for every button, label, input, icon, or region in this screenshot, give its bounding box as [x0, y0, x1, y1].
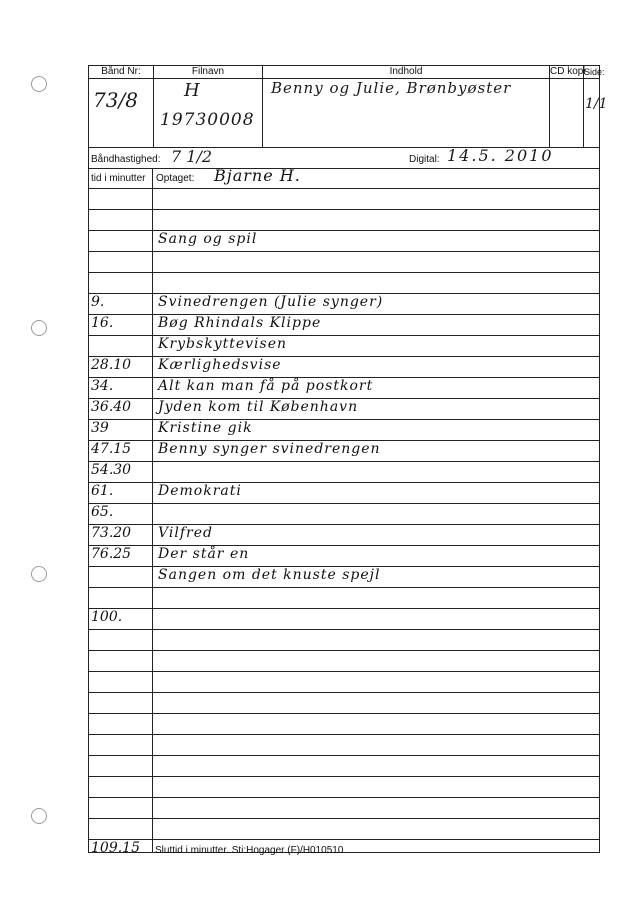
row-content: Vilfred	[158, 525, 213, 541]
row-content: Benny synger svinedrengen	[158, 441, 381, 457]
speed-value: 7 1/2	[171, 147, 213, 166]
log-row	[89, 168, 599, 189]
time-column-label: tid i minutter	[91, 173, 146, 184]
filnavn-value-letter: H	[184, 80, 200, 101]
log-row	[89, 420, 599, 441]
log-row	[89, 714, 599, 735]
log-row	[89, 357, 599, 378]
log-row	[89, 819, 599, 840]
punch-hole	[31, 808, 47, 824]
filnavn-cell	[154, 66, 263, 147]
log-row	[89, 231, 599, 252]
row-time: 39	[91, 420, 109, 436]
filnavn-label: Filnavn	[154, 66, 262, 79]
log-row	[89, 378, 599, 399]
digital-label: Digital:	[409, 154, 440, 165]
log-row	[89, 588, 599, 609]
band-nr-cell	[89, 66, 154, 147]
indhold-value: Benny og Julie, Brønbyøster	[271, 79, 512, 97]
log-row	[89, 189, 599, 210]
log-row	[89, 798, 599, 819]
speed-label: Båndhastighed:	[91, 154, 161, 165]
log-row	[89, 609, 599, 630]
log-row	[89, 210, 599, 231]
tape-log-sheet	[88, 65, 608, 856]
log-row	[89, 315, 599, 336]
row-time: 47.15	[91, 441, 132, 457]
band-nr-value: 73/8	[93, 88, 138, 112]
log-row	[89, 294, 599, 315]
row-content: Sangen om det knuste spejl	[158, 567, 381, 583]
row-time: 36.40	[91, 399, 132, 415]
row-time: 109.15	[91, 840, 140, 856]
side-cell	[584, 66, 608, 147]
row-time: 28.10	[91, 357, 132, 373]
punch-hole	[31, 320, 47, 336]
digital-value: 14.5. 2010	[447, 146, 554, 165]
log-row	[89, 693, 599, 714]
log-row	[89, 735, 599, 756]
row-content: Bøg Rhindals Klippe	[158, 315, 322, 331]
punch-hole	[31, 76, 47, 92]
row-time: 65.	[91, 504, 114, 520]
filnavn-value-number: 19730008	[160, 110, 255, 130]
row-content: Sluttid i minutter. Sti:Hogager (F)/H010510	[155, 845, 344, 856]
row-content: Kristine gik	[158, 420, 253, 436]
cd-kopi-cell	[550, 66, 584, 147]
row-content: Krybskyttevisen	[158, 336, 288, 352]
log-row	[89, 546, 599, 567]
log-row	[89, 672, 599, 693]
row-content: Alt kan man få på postkort	[158, 378, 374, 394]
log-row	[89, 462, 599, 483]
log-row	[89, 483, 599, 504]
side-value: 1/1	[585, 96, 608, 112]
indhold-cell	[263, 66, 550, 147]
row-time: 16.	[91, 315, 114, 331]
log-row	[89, 777, 599, 798]
punch-hole	[31, 566, 47, 582]
optaget-value: Bjarne H.	[214, 166, 301, 185]
band-nr-label: Bånd Nr:	[89, 66, 153, 79]
side-label: Side:	[584, 67, 605, 77]
indhold-label: Indhold	[263, 66, 549, 79]
log-row	[89, 651, 599, 672]
row-time: 73.20	[91, 525, 132, 541]
optaget-label: Optaget:	[156, 173, 195, 184]
cd-kopi-label: CD kopi	[550, 66, 586, 77]
log-row	[89, 504, 599, 525]
row-content: Sang og spil	[158, 231, 258, 247]
log-row	[89, 840, 599, 861]
row-content: Svinedrengen (Julie synger)	[158, 294, 384, 310]
log-row	[89, 441, 599, 462]
log-row	[89, 399, 599, 420]
header-row	[89, 66, 608, 148]
row-content: Der står en	[158, 546, 250, 562]
log-row	[89, 252, 599, 273]
row-time: 76.25	[91, 546, 132, 562]
row-content: Demokrati	[158, 483, 242, 499]
log-row	[89, 630, 599, 651]
log-row	[89, 567, 599, 588]
speed-row	[89, 147, 599, 169]
row-time: 54.30	[91, 462, 132, 478]
row-time: 34.	[91, 378, 114, 394]
log-row	[89, 336, 599, 357]
row-content: Kærlighedsvise	[158, 357, 282, 373]
row-content: Jyden kom til København	[158, 399, 359, 415]
log-row	[89, 273, 599, 294]
row-time: 100.	[91, 609, 123, 625]
log-row	[89, 756, 599, 777]
row-time: 61.	[91, 483, 114, 499]
row-time: 9.	[91, 294, 105, 310]
log-row	[89, 525, 599, 546]
